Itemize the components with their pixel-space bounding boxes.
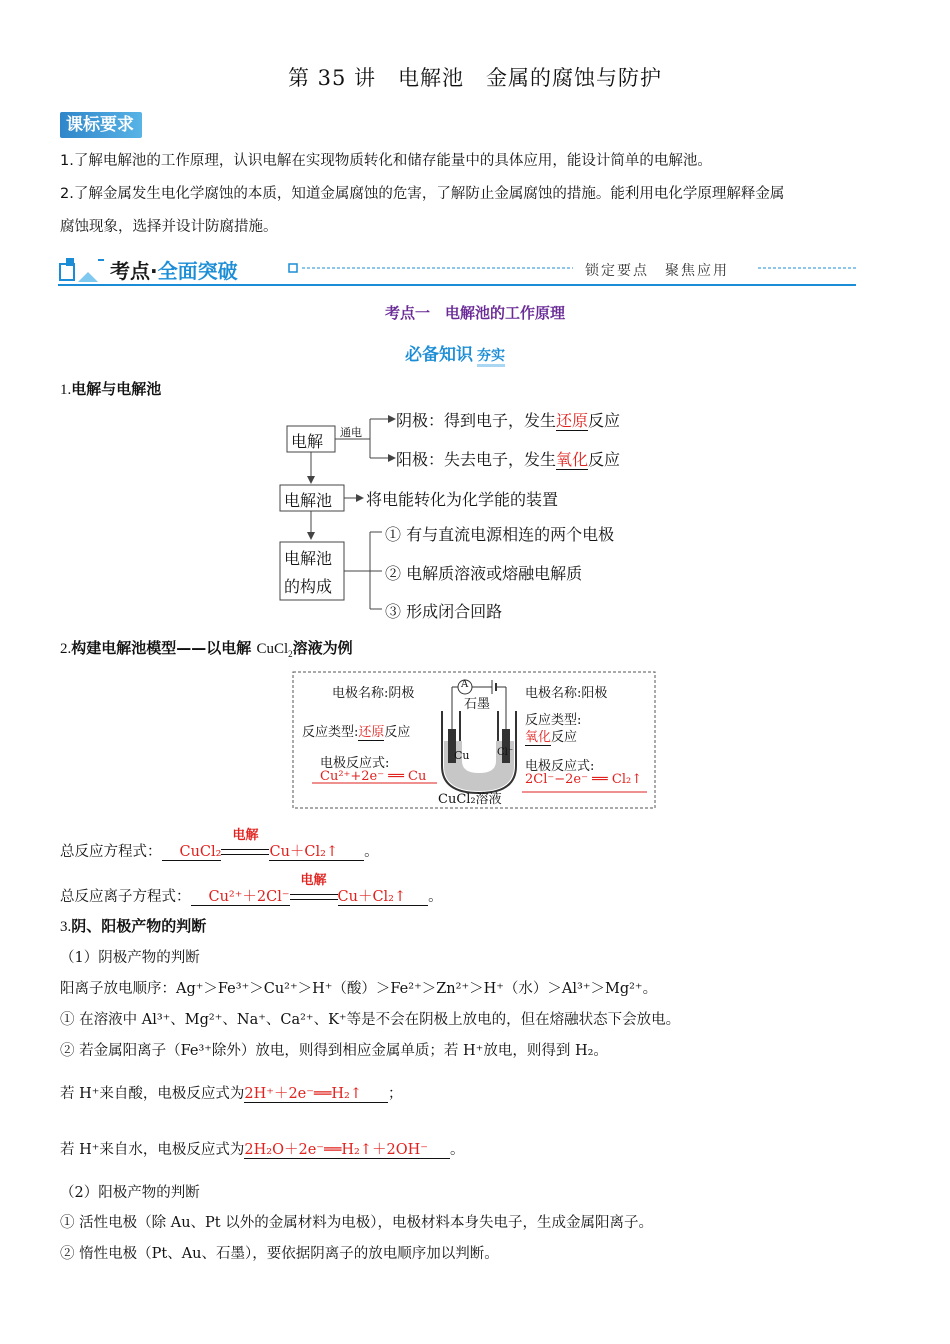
- composition-2: ② 电解质溶液或熔融电解质: [385, 564, 583, 583]
- box-electrolytic-cell: 电解池: [284, 491, 333, 510]
- anode-type: 氧化反应: [525, 730, 578, 745]
- banner-subtitle: 锁定要点 聚焦应用: [585, 263, 729, 279]
- total-ionic-equation: 总反应离子方程式： Cu²⁺＋2Cl⁻ 电解 Cu＋Cl₂↑ 。: [60, 873, 443, 905]
- ammeter-icon: A: [461, 679, 469, 690]
- composition-3: ③ 形成闭合回路: [385, 602, 503, 621]
- page-title: 第 35 讲 电解池 金属的腐蚀与防护: [287, 66, 663, 90]
- anode-name: 电极名称:阳极: [525, 686, 608, 701]
- note-1: ① 在溶液中 Al³⁺、Mg²⁺、Na⁺、Ca²⁺、K⁺等是不会在阴极上放电的，但在熔融状态下会放电。: [60, 1012, 681, 1028]
- label-energize: 通电: [340, 426, 362, 439]
- requirement-2-cont: 腐蚀现象，选择并设计防腐措施。: [60, 219, 278, 235]
- anode-line: 阳极：失去电子，发生氧化反应: [396, 450, 621, 469]
- cucl2-cell-diagram: [292, 671, 656, 809]
- box-composition-2: 的构成: [284, 577, 333, 596]
- anode-product-heading: （2）阳极产物的判断: [60, 1185, 200, 1201]
- cell-definition: 将电能转化为化学能的装置: [366, 490, 559, 509]
- banner-title: 考点·全面突破: [110, 259, 238, 283]
- cathode-eq-label: 电极反应式:: [320, 756, 390, 771]
- bibei-heading: 必备知识 夯实: [405, 345, 505, 365]
- kaodian-heading: 考点一 电解池的工作原理: [384, 304, 565, 322]
- graphite-label: 石墨: [464, 697, 491, 712]
- cathode-line: 阴极：得到电子，发生还原反应: [396, 411, 621, 430]
- anode-eq-label: 电极反应式:: [525, 759, 595, 774]
- requirement-1: 1.了解电解池的工作原理，认识电解在实现物质转化和储存能量中的具体应用，能设计简单的电解池。: [60, 153, 712, 169]
- cathode-product-heading: （1）阴极产物的判断: [60, 950, 200, 966]
- section-3-heading: 3.阴、阳极产物的判断: [60, 917, 207, 935]
- cathode-equation: Cu²⁺+2e⁻ ══ Cu: [320, 769, 427, 784]
- cathode-type: 反应类型:还原反应: [302, 725, 411, 740]
- cathode-name: 电极名称:阴极: [332, 686, 415, 701]
- solution-label: CuCl₂溶液: [438, 792, 502, 807]
- acid-equation: 若 H⁺来自酸，电极反应式为2H⁺＋2e⁻══H₂↑ ；: [60, 1086, 403, 1102]
- cation-discharge-order: 阳离子放电顺序：Ag⁺＞Fe³⁺＞Cu²⁺＞H⁺（酸）＞Fe²⁺＞Zn²⁺＞H⁺（水）＞Al³⁺＞Mg²⁺。: [60, 981, 658, 997]
- total-equation: 总反应方程式： CuCl₂ 电解 Cu＋Cl₂↑ 。: [60, 828, 379, 860]
- inert-electrode-note: ② 惰性电极（Pt、Au、石墨），要依据阴离子的放电顺序加以判断。: [60, 1246, 499, 1262]
- anode-type-label: 反应类型:: [525, 713, 582, 728]
- active-electrode-note: ① 活性电极（除 Au、Pt 以外的金属材料为电极），电极材料本身失电子，生成金属阳离子。: [60, 1215, 653, 1231]
- water-equation: 若 H⁺来自水，电极反应式为2H₂O＋2e⁻══H₂↑＋2OH⁻ 。: [60, 1142, 465, 1158]
- section-1-heading: 1.电解与电解池: [60, 380, 162, 398]
- electrolysis-concept-diagram: [270, 404, 690, 621]
- cl-label: Cl⁻: [497, 747, 514, 758]
- section-2-heading: 2.构建电解池模型——以电解 CuCl$_2$溶液为例: [60, 639, 353, 659]
- composition-1: ① 有与直流电源相连的两个电极: [385, 525, 615, 544]
- box-electrolysis: 电解: [291, 432, 324, 451]
- box-composition-1: 电解池: [284, 549, 333, 568]
- requirement-2: 2.了解金属发生电化学腐蚀的本质，知道金属腐蚀的危害，了解防止金属腐蚀的措施。能利用电化学原理解释金属: [60, 186, 785, 202]
- anode-equation: 2Cl⁻−2e⁻ ══ Cl₂↑: [525, 772, 643, 787]
- section-tag: 课标要求: [60, 112, 142, 138]
- note-2: ② 若金属阳离子（Fe³⁺除外）放电，则得到相应金属单质；若 H⁺放电，则得到 H₂。: [60, 1043, 608, 1059]
- cu-label: Cu: [454, 749, 470, 762]
